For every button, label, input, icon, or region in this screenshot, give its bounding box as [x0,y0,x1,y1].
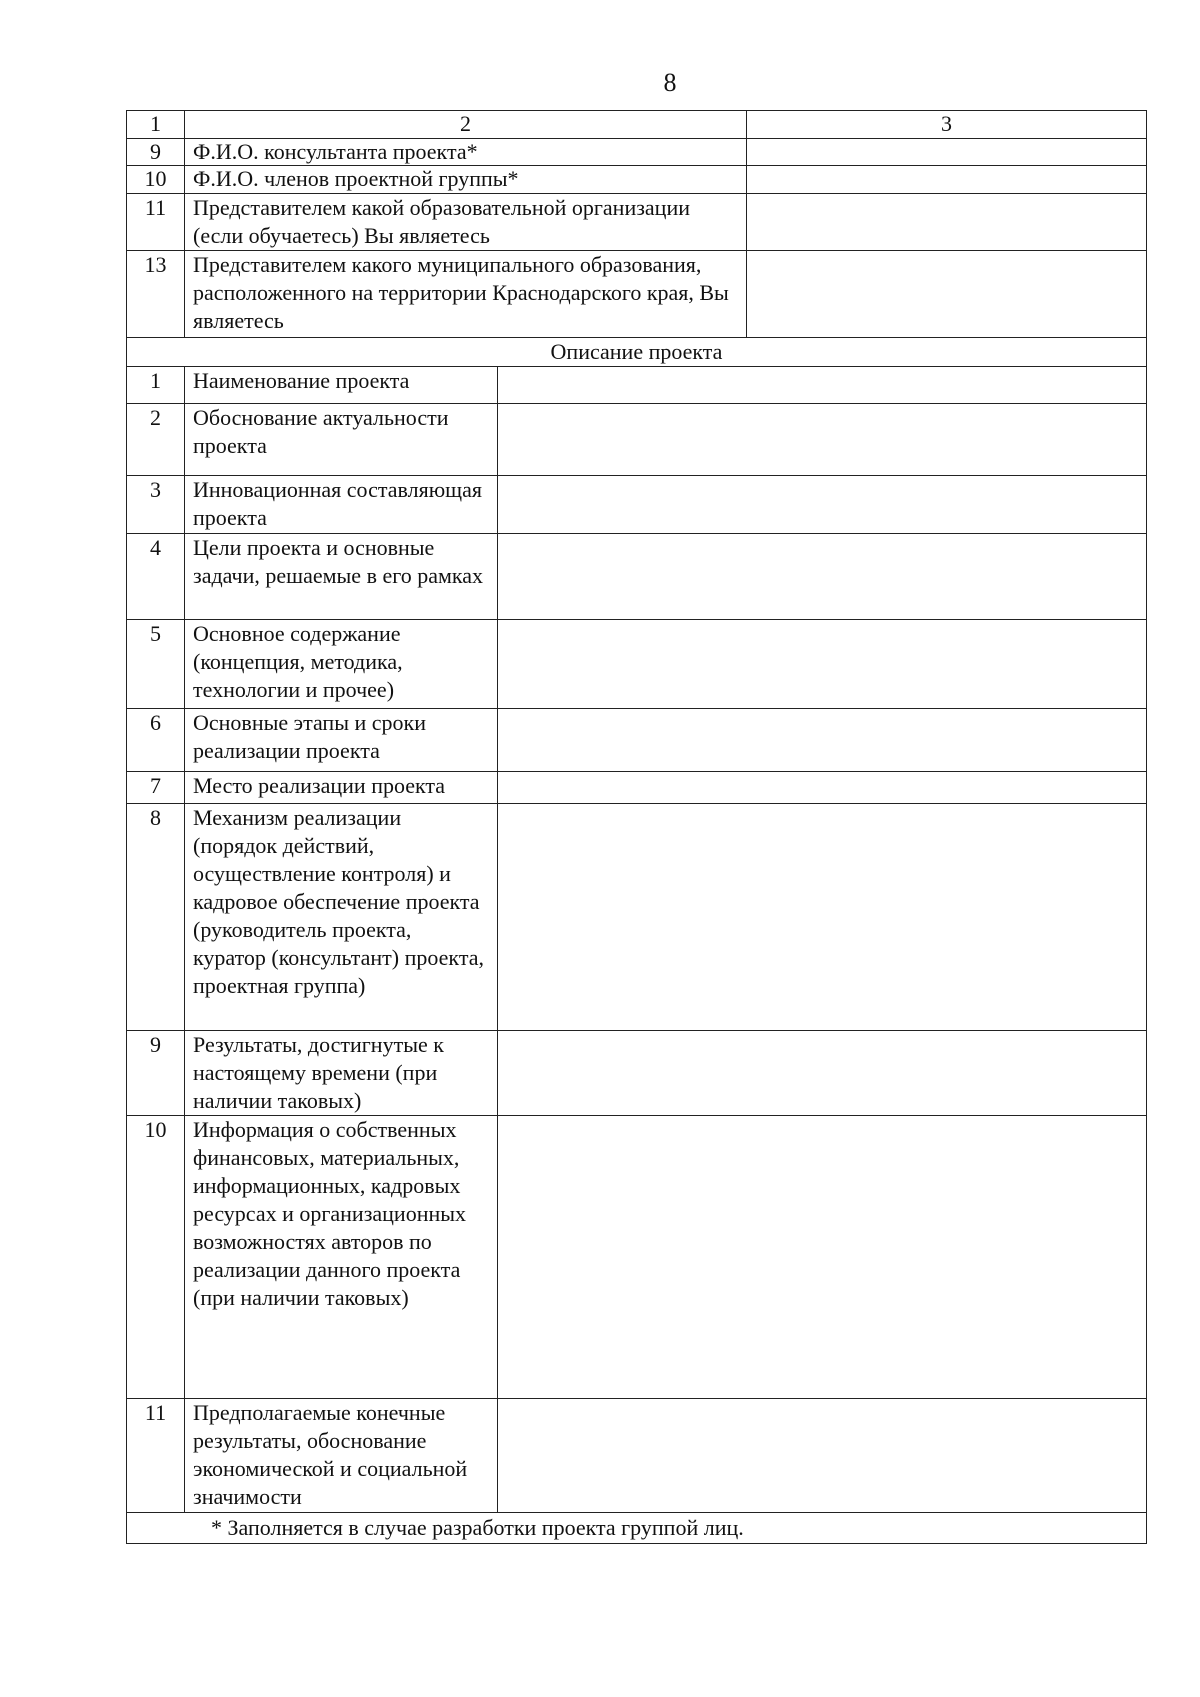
table-row [127,1031,1147,1116]
row-value-cell[interactable] [498,620,1147,709]
row-label: Представителем какого муниципального образования, расположенного на территории Краснодарского края, Вы являетесь [185,251,747,338]
row-number: 3 [127,476,185,534]
row-label: Инновационная составляющая проекта [185,476,498,534]
row-number: 6 [127,709,185,772]
row-label: Информация о собственных финансовых, материальных, информационных, кадровых ресурсах и организационных возможностях авторов по реализации данного проекта (при наличии таковых) [185,1116,498,1399]
table-row [127,166,1147,194]
row-number: 1 [127,367,185,404]
section-heading-row [127,338,1147,367]
row-value-cell[interactable] [498,1031,1147,1116]
table-row [127,404,1147,476]
row-value-cell[interactable] [747,251,1147,338]
row-value-cell[interactable] [498,367,1147,404]
row-value-cell[interactable] [498,476,1147,534]
row-label: Ф.И.О. консультанта проекта* [185,139,747,166]
row-number: 10 [127,166,185,194]
row-label: Наименование проекта [185,367,498,404]
table-row [127,772,1147,804]
row-number: 8 [127,804,185,1031]
row-number: 11 [127,1399,185,1513]
row-number: 13 [127,251,185,338]
row-number: 10 [127,1116,185,1399]
row-number: 4 [127,534,185,620]
row-number: 2 [127,404,185,476]
table-row [127,804,1147,1031]
row-label: Основные этапы и сроки реализации проекта [185,709,498,772]
row-number: 9 [127,139,185,166]
row-number: 7 [127,772,185,804]
row-label: Основное содержание (концепция, методика, технологии и прочее) [185,620,498,709]
table-row [127,709,1147,772]
row-label: Результаты, достигнутые к настоящему времени (при наличии таковых) [185,1031,498,1116]
row-label: Ф.И.О. членов проектной группы* [185,166,747,194]
row-label: Обоснование актуальности проекта [185,404,498,476]
table-row [127,251,1147,338]
table-row [127,367,1147,404]
project-application-table [126,110,1147,1544]
table-row [127,1399,1147,1513]
table-row [127,476,1147,534]
table-row [127,194,1147,251]
column-header-2: 2 [185,111,747,139]
footnote-row [127,1513,1147,1544]
row-number: 9 [127,1031,185,1116]
row-value-cell[interactable] [498,772,1147,804]
table-row [127,620,1147,709]
row-label: Место реализации проекта [185,772,498,804]
row-value-cell[interactable] [498,404,1147,476]
table-row [127,534,1147,620]
column-header-3: 3 [747,111,1147,139]
page-number: 8 [663,68,677,97]
footnote: * Заполняется в случае разработки проекта группой лиц. [127,1513,1147,1544]
row-number: 5 [127,620,185,709]
row-value-cell[interactable] [498,1399,1147,1513]
row-value-cell[interactable] [747,166,1147,194]
row-value-cell[interactable] [498,804,1147,1031]
header-row [127,111,1147,139]
table-row [127,139,1147,166]
row-value-cell[interactable] [498,1116,1147,1399]
section-title: Описание проекта [127,338,1147,367]
row-label: Механизм реализации (порядок действий, осуществление контроля) и кадровое обеспечение проекта (руководитель проекта, куратор (консультант) проекта, проектная группа) [185,804,498,1031]
row-label: Цели проекта и основные задачи, решаемые в его рамках [185,534,498,620]
row-value-cell[interactable] [498,534,1147,620]
row-value-cell[interactable] [747,139,1147,166]
row-label: Предполагаемые конечные результаты, обоснование экономической и социальной значимости [185,1399,498,1513]
table-row [127,1116,1147,1399]
column-header-1: 1 [127,111,185,139]
row-label: Представителем какой образовательной организации (если обучаетесь) Вы являетесь [185,194,747,251]
row-value-cell[interactable] [498,709,1147,772]
row-number: 11 [127,194,185,251]
row-value-cell[interactable] [747,194,1147,251]
